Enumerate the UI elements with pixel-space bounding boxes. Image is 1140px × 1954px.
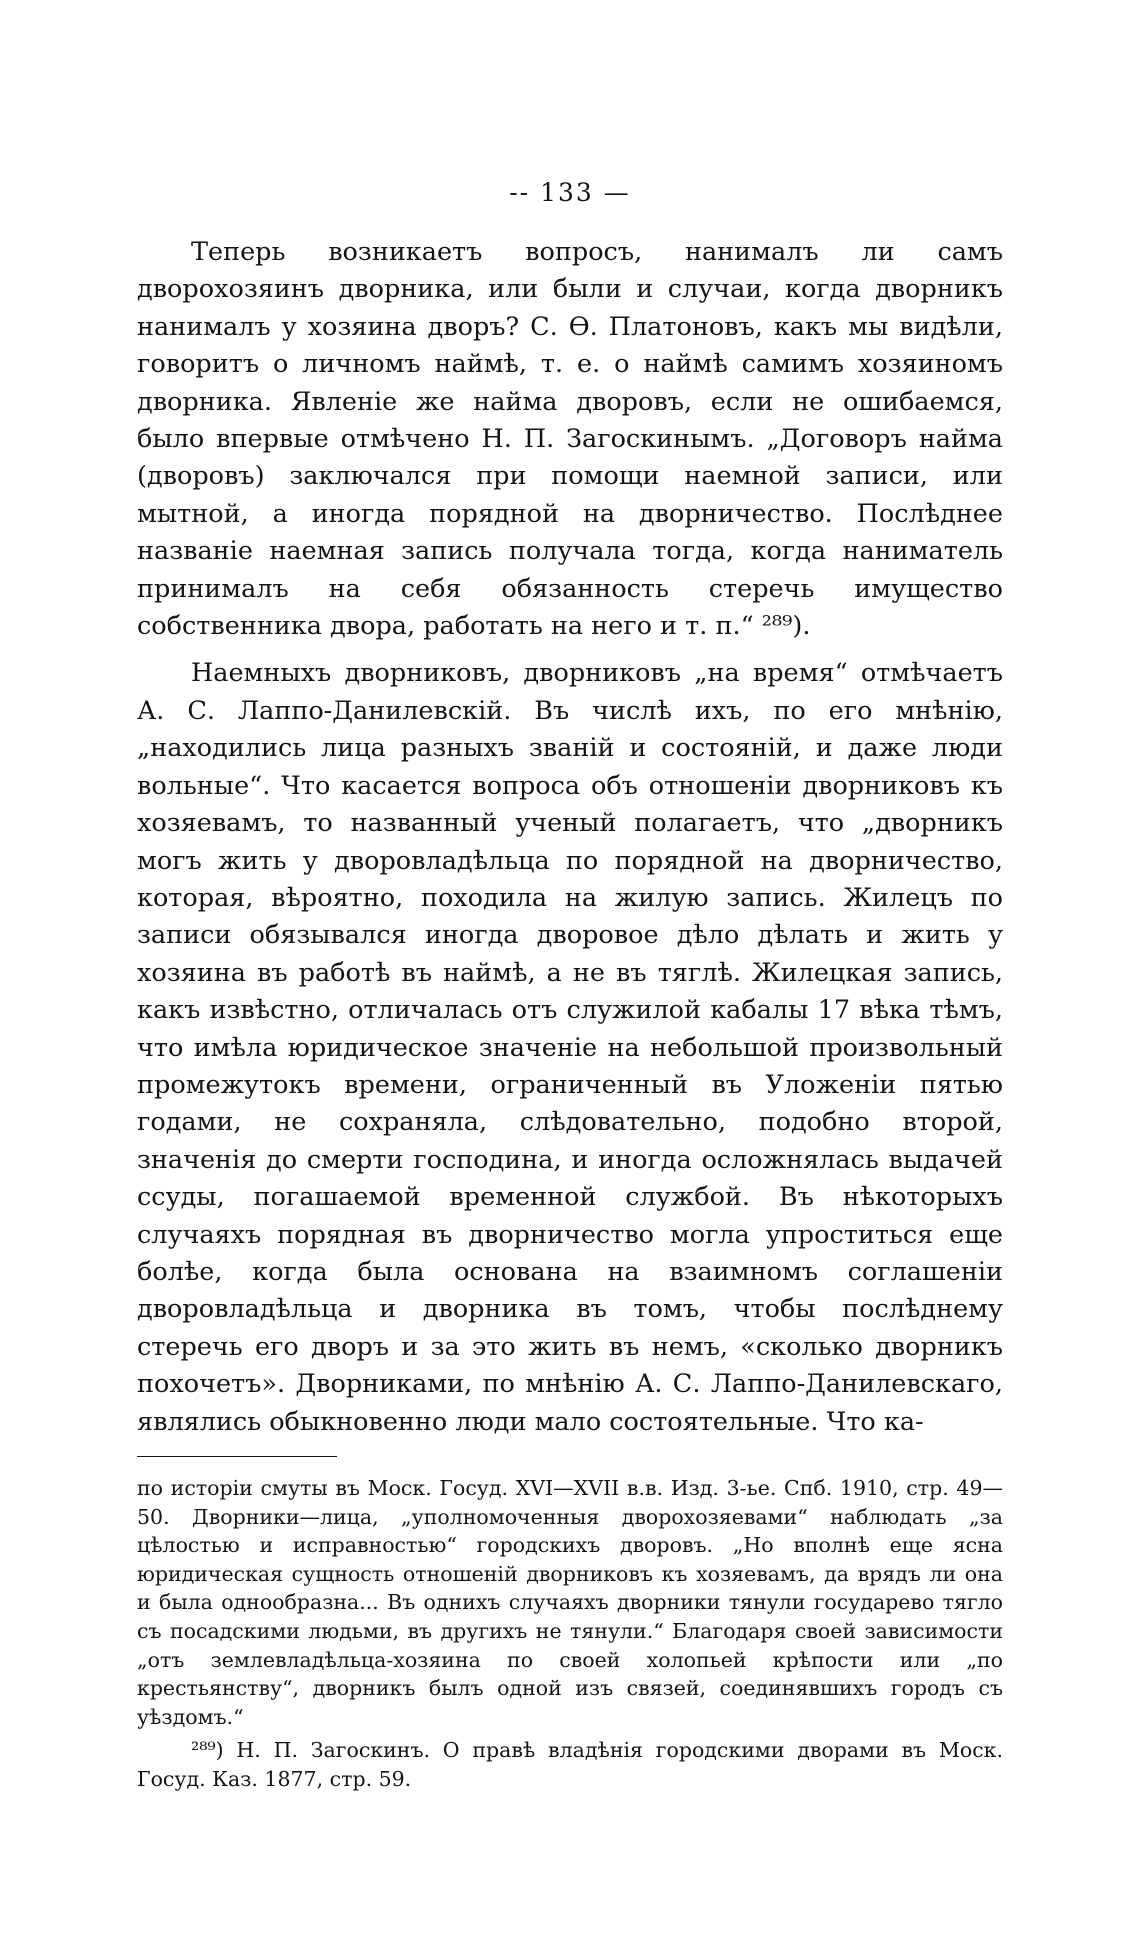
page-number: -- 133 —: [509, 178, 631, 207]
paragraph-1: Теперь возникаетъ вопросъ, нанималъ ли самъ дворохозяинъ дворника, или были и случаи, когда дворникъ нанималъ у хозяина дворъ? С. Ѳ. Платоновъ, какъ мы видѣли, говоритъ о личномъ наймѣ, т. е. о наймѣ самимъ хозяиномъ дворника. Явленіе же найма дворовъ, если не ошибаемся, было впервые отмѣчено Н. П. Загоскинымъ. „Договоръ найма (дворовъ) заключался при помощи наемной записи, или мытной, а иногда порядной на дворничество. Послѣднее названіе наемная запись получала тогда, когда наниматель принималъ на себя обязанность стеречь имущество собственника двора, работать на него и т. п.“ ²⁸⁹).: [137, 237, 1003, 642]
footnote-289: ²⁸⁹) Н. П. Загоскинъ. О правѣ владѣнія городскими дворами въ Моск. Госуд. Каз. 1877, стр. 59.: [137, 1738, 1003, 1791]
footnote-continued: по исторіи смуты въ Моск. Госуд. XVI—XVII в.в. Изд. 3-ье. Спб. 1910, стр. 49—50. Дворники—лица, „уполномоченныя дворохозяевами“ наблюдать „за цѣлостью и исправностью“ городскихъ дворовъ. „Но вполнѣ еще ясна юридическая сущность отношеній дворниковъ къ хозяевамъ, да врядъ ли она и была однообразна... Въ однихъ случаяхъ дворники тянули государево тягло съ посадскими людьми, въ другихъ не тянули.“ Благодаря своей зависимости „отъ землевладѣльца-хозяина по своей холопьей крѣпости или „по крестьянству“, дворникъ былъ одной изъ связей, соединявшихъ городъ съ уѣздомъ.“: [137, 1476, 1003, 1729]
footnote-divider: [137, 1456, 337, 1457]
footnotes: [137, 1474, 1003, 1794]
paragraph-2: Наемныхъ дворниковъ, дворниковъ „на время“ отмѣчаетъ А. С. Лаппо-Данилевскій. Въ числѣ ихъ, по его мнѣнію, „находились лица разныхъ званій и состояній, и даже люди вольные“. Что касается вопроса объ отношеніи дворниковъ къ хозяевамъ, то названный ученый полагаетъ, что „дворникъ могъ жить у двоpовладѣльца по порядной на дворничество, которая, вѣроятно, походила на жилую запись. Жилецъ по записи обязывался иногда дворовое дѣло дѣлать и жить у хозяина въ работѣ въ наймѣ, а не въ тяглѣ. Жилецкая запись, какъ извѣстно, отличалась отъ служилой кабалы 17 вѣка тѣмъ, что имѣла юридическое значеніе на небольшой произвольный промежутокъ времени, ограниченный въ Уложеніи пятью годами, не сохраняла, слѣдовательно, подобно второй, значенія до смерти господина, и иногда осложнялась выдачей ссуды, погашаемой временной службой. Въ нѣкоторыхъ случаяхъ порядная въ дворничество могла упроститься еще болѣе, когда была основана на взаимномъ соглашеніи двоpовладѣльца и дворника въ томъ, чтобы послѣднему стеречь его дворъ и за это жить въ немъ, «сколько дворникъ похочетъ». Дворниками, по мнѣнію А. С. Лаппо-Данилевскаго, являлись обыкновенно люди мало состоятельные. Что ка-: [137, 658, 1003, 1437]
main-text: [137, 234, 1003, 1441]
